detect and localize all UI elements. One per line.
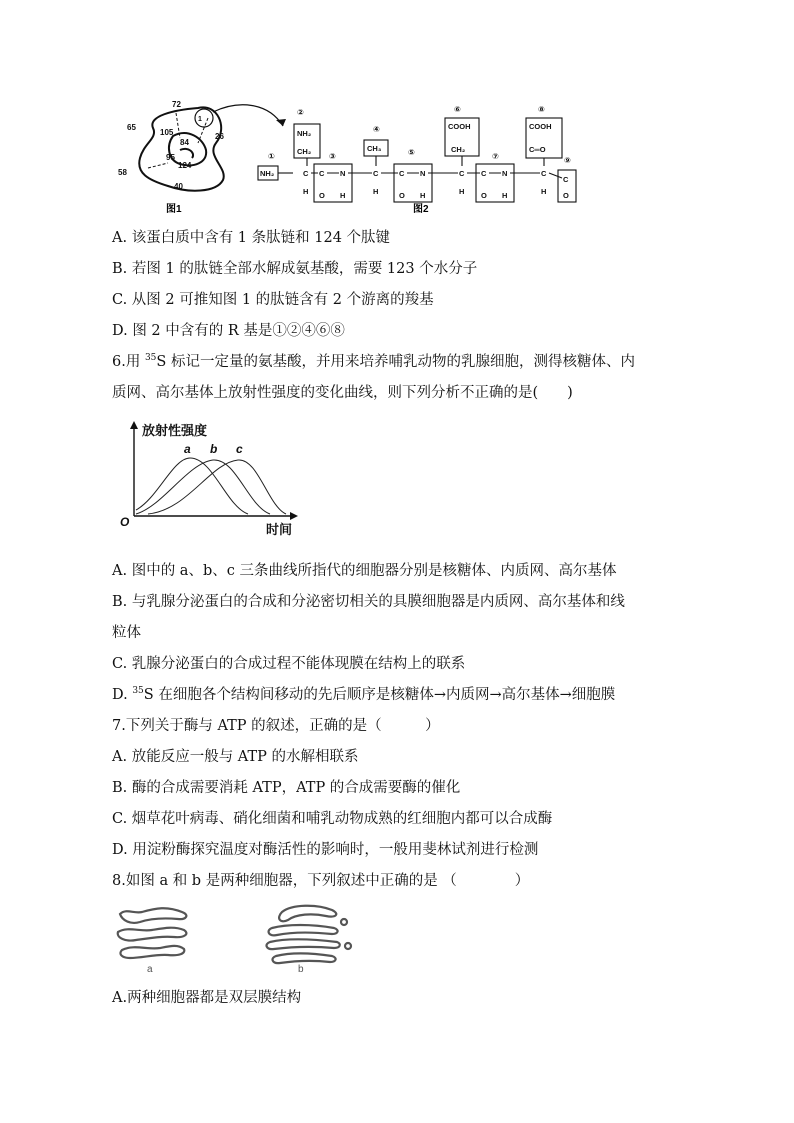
- q6-option-d: [112, 685, 615, 705]
- fig2-group-2b: CH₂: [297, 147, 312, 156]
- q5-option-a: A. 该蛋白质中含有 1 条肽链和 124 个肽键: [112, 230, 391, 246]
- fig2-circled-9: ⑨: [564, 156, 571, 165]
- fig1-num: 72: [172, 100, 181, 109]
- curve-label-a: a: [184, 442, 191, 456]
- fig2-circled-6: ⑥: [454, 105, 461, 114]
- fig1-num: 84: [180, 138, 189, 147]
- fig1-num: 95: [166, 153, 175, 162]
- fig2-group-6b: CH₂: [451, 145, 466, 154]
- fig2-atom-h: H: [459, 187, 465, 196]
- fig2-circled-3: ③: [329, 152, 336, 161]
- isotope-superscript: 35: [132, 686, 144, 696]
- fig2-circled-1: ①: [268, 152, 275, 161]
- organelle-b-golgi: [267, 906, 351, 963]
- q6-option-d-rest: S 在细胞各个结构间移动的先后顺序是核糖体→内质网→高尔基体→细胞膜: [143, 687, 616, 703]
- fig2-atom-n: N: [420, 169, 426, 178]
- radioactivity-chart: [118, 418, 308, 540]
- fig2-atom-h: H: [373, 187, 379, 196]
- fig1-num: 40: [174, 182, 183, 191]
- protein-structure-figure: [118, 98, 598, 218]
- fig2-atom-o: O: [563, 191, 569, 200]
- q7-option-a: A. 放能反应一般与 ATP 的水解相联系: [112, 749, 359, 765]
- q6-option-a: A. 图中的 a、b、c 三条曲线所指代的细胞器分别是核糖体、内质网、高尔基体: [112, 563, 617, 579]
- fig1-folded-chain: [139, 107, 224, 190]
- q8-stem: 8.如图 a 和 b 是两种细胞器，下列叙述中正确的是 （ ）: [112, 873, 530, 889]
- curve-label-b: b: [210, 442, 218, 456]
- fig2-circled-7: ⑦: [492, 152, 499, 161]
- fig2-atom-c: C: [459, 169, 465, 178]
- fig1-num: 124: [178, 161, 192, 170]
- fig2-atom-c: C: [373, 169, 379, 178]
- curve-c: [148, 460, 286, 514]
- q7-stem: 7.下列关于酶与 ATP 的叙述，正确的是（ ）: [112, 718, 440, 734]
- fig2-atom-o: O: [399, 191, 405, 200]
- fig2-group-2a: NH₂: [297, 129, 312, 138]
- fig2-atom-c: C: [481, 169, 487, 178]
- fig2-atom-h: H: [340, 191, 346, 200]
- q5-option-c: C. 从图 2 可推知图 1 的肽链含有 2 个游离的羧基: [112, 292, 434, 308]
- curve-label-c: c: [236, 442, 243, 456]
- fig2-group-8a: COOH: [529, 122, 552, 131]
- fig2-atom-n: N: [340, 169, 346, 178]
- fig1-num: 105: [160, 128, 174, 137]
- fig2-circled-4: ④: [373, 125, 380, 134]
- fig2-atom-c: C: [541, 169, 547, 178]
- fig2-circled-8: ⑧: [538, 105, 545, 114]
- fig2-atom-h: H: [541, 187, 547, 196]
- fig2-atom-o: O: [481, 191, 487, 200]
- fig1-num: 58: [118, 168, 127, 177]
- fig1-caption: 图1: [166, 204, 182, 215]
- fig2-atom-h: H: [420, 191, 426, 200]
- q6-stem-line2: 质网、高尔基体上放射性强度的变化曲线，则下列分析不正确的是( ): [112, 385, 573, 401]
- q6-stem-rest: S 标记一定量的氨基酸，并用来培养哺乳动物的乳腺细胞，测得核糖体、内: [156, 354, 635, 370]
- q7-option-b: B. 酶的合成需要消耗 ATP，ATP 的合成需要酶的催化: [112, 780, 461, 796]
- x-axis-arrow: [290, 512, 298, 520]
- q6-option-d-prefix: D.: [112, 687, 133, 703]
- fig1-arrow: [213, 105, 283, 126]
- origin-label: O: [120, 515, 130, 529]
- fig1-num: 26: [215, 132, 224, 141]
- fig2-group-6a: COOH: [448, 122, 471, 131]
- q8-option-a: A.两种细胞器都是双层膜结构: [112, 990, 302, 1006]
- organelle-label-b: b: [298, 964, 304, 975]
- organelle-label-a: a: [147, 964, 153, 975]
- fig2-atom-c: C: [563, 175, 569, 184]
- organelle-figure: [112, 902, 362, 978]
- fig2-circled-5: ⑤: [408, 148, 415, 157]
- q6-stem-line1: [112, 352, 635, 372]
- fig2-atom-o: O: [319, 191, 325, 200]
- fig1-num: 65: [127, 123, 136, 132]
- q5-option-b: B. 若图 1 的肽链全部水解成氨基酸，需要 123 个水分子: [112, 261, 478, 277]
- fig2-atom-c: C: [303, 169, 309, 178]
- q6-option-c: C. 乳腺分泌蛋白的合成过程不能体现膜在结构上的联系: [112, 656, 466, 672]
- fig2-atom-c: C: [399, 169, 405, 178]
- fig1-num: 1: [198, 116, 202, 123]
- q6-option-b-line2: 粒体: [112, 625, 141, 641]
- fig2-atom-h: H: [303, 187, 309, 196]
- curve-b: [136, 460, 270, 514]
- fig2-circled-2: ②: [297, 108, 304, 117]
- fig2-group-8b: C═O: [529, 145, 546, 154]
- x-axis-label: 时间: [266, 522, 293, 537]
- fig2-atom-h: H: [502, 191, 508, 200]
- fig2-group-4: CH₃: [367, 144, 382, 153]
- fig2-atom-c: C: [319, 169, 325, 178]
- q7-option-c: C. 烟草花叶病毒、硝化细菌和哺乳动物成熟的红细胞内都可以合成酶: [112, 811, 553, 827]
- fig2-caption: 图2: [413, 204, 429, 215]
- fig1-arrowhead: [276, 119, 286, 126]
- organelle-a-er: [118, 908, 187, 958]
- q6-prefix: 6.用: [112, 354, 145, 370]
- fig2-atom-n: N: [502, 169, 508, 178]
- q7-option-d: D. 用淀粉酶探究温度对酶活性的影响时，一般用斐林试剂进行检测: [112, 842, 539, 858]
- q6-option-b-line1: B. 与乳腺分泌蛋白的合成和分泌密切相关的具膜细胞器是内质网、高尔基体和线: [112, 594, 625, 610]
- y-axis-label: 放射性强度: [142, 423, 208, 438]
- q5-option-d: D. 图 2 中含有的 R 基是①②④⑥⑧: [112, 323, 345, 339]
- y-axis-arrow: [130, 421, 138, 429]
- fig2-group-1: NH₂: [260, 169, 275, 178]
- isotope-superscript: 35: [144, 353, 157, 363]
